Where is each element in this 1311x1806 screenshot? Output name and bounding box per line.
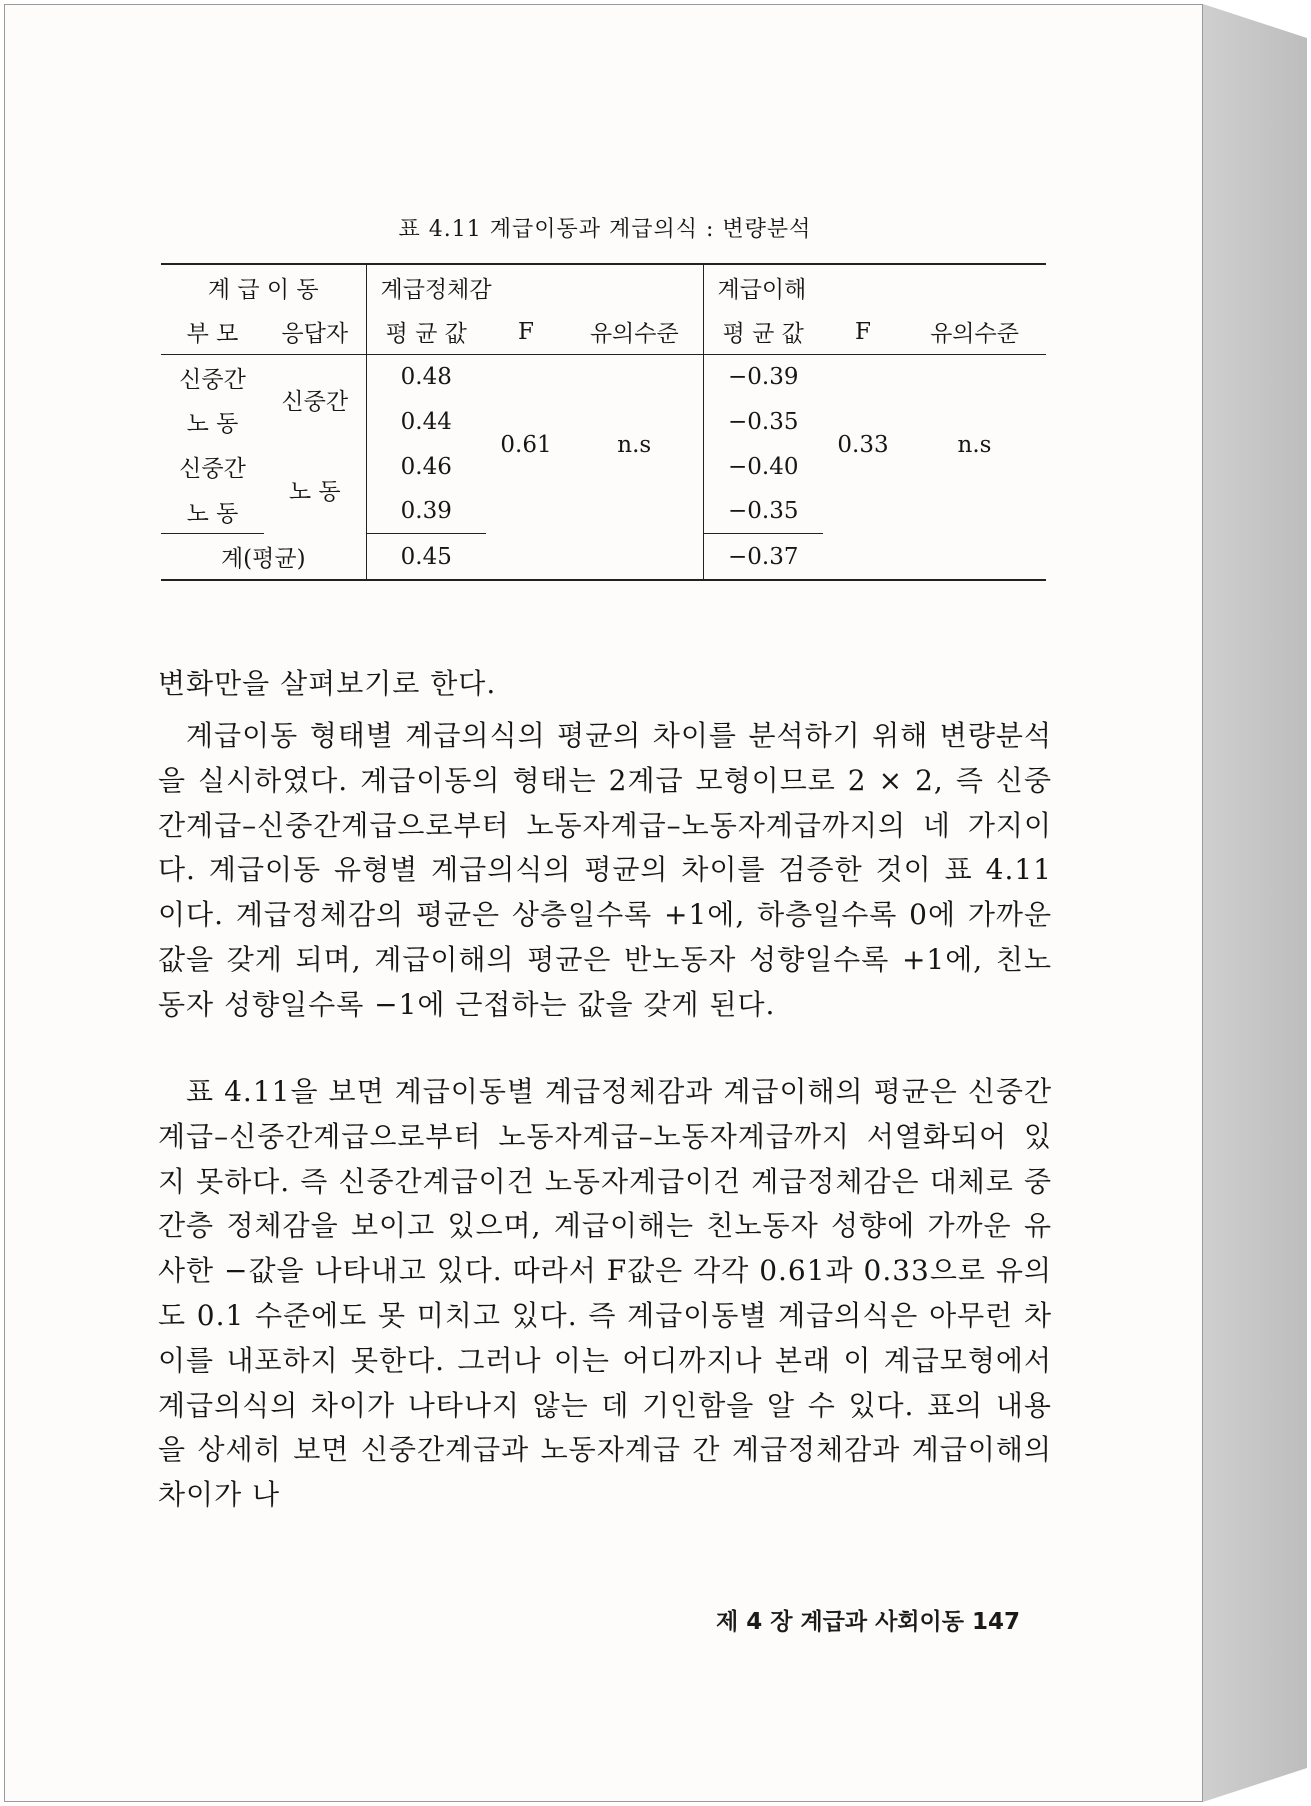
table-caption: 표 4.11 계급이동과 계급의식 : 변량분석 <box>398 217 812 242</box>
identity-mean-cell: 0.48 <box>400 364 452 391</box>
table-total-row <box>161 534 1046 580</box>
understanding-mean-cell: −0.39 <box>728 364 799 391</box>
understanding-sig-header: 유의수준 <box>903 310 1046 355</box>
page-footer: 제 4 장 계급과 사회이동 147 <box>715 1609 1020 1635</box>
understanding-f-header: F <box>823 310 903 355</box>
identity-sig-header: 유의수준 <box>566 310 703 355</box>
understanding-total-mean: −0.37 <box>703 534 823 580</box>
parent-cell: 노 동 <box>186 411 239 438</box>
identity-mean-header: 평 균 값 <box>366 310 486 355</box>
body-paragraph: 계급이동 형태별 계급의식의 평균의 차이를 분석하기 위해 변량분석을 실시하였다. 계급이동의 형태는 2계급 모형이므로 2 × 2, 즉 신중간계급–신중간계급으로부터 노동자계급–노동자계급까지의 네 가지이다. 계급이동 유형별 계급의식의 평균의 차이를 검증한 것이 표 4.11이다. 계급정체감의 평균은 상층일수록 +1에, 하층일수록 0에 가까운 값을 갖게 되며, 계급이해의 평균은 반노동자 성향일수록 +1에, 친노동자 성향일수록 −1에 근접하는 값을 갖게 된다. <box>158 719 1052 1021</box>
body-paragraph: 변화만을 살펴보기로 한다. <box>158 667 497 700</box>
respondent-header: 응답자 <box>264 310 366 355</box>
identity-group-header: 계급정체감 <box>366 264 703 310</box>
parent-cell: 신중간 <box>179 366 246 393</box>
anova-table <box>161 263 1046 581</box>
identity-f-cell: 0.61 <box>500 431 552 458</box>
respondent-cell: 노 동 <box>264 444 366 534</box>
parent-cell: 노 동 <box>161 489 264 534</box>
total-label: 계(평균) <box>161 534 366 580</box>
understanding-mean-cell: −0.35 <box>728 408 799 435</box>
identity-mean-cell: 0.44 <box>400 408 452 435</box>
understanding-mean-cell: −0.40 <box>728 453 799 480</box>
understanding-f-cell: 0.33 <box>837 431 889 458</box>
understanding-mean-cell: −0.35 <box>703 489 823 534</box>
identity-mean-cell: 0.39 <box>366 489 486 534</box>
understanding-sig-cell: n.s <box>957 431 992 458</box>
book-spine-edge <box>1203 4 1307 1802</box>
respondent-cell: 신중간 <box>264 355 366 445</box>
table-header-row-2 <box>161 310 1046 355</box>
table-header-row-1 <box>161 264 1046 310</box>
understanding-mean-header: 평 균 값 <box>703 310 823 355</box>
identity-total-mean: 0.45 <box>366 534 486 580</box>
mobility-header: 계 급 이 동 <box>161 264 366 310</box>
identity-sig-cell: n.s <box>566 355 703 534</box>
parent-cell: 신중간 <box>179 456 246 483</box>
identity-f-header: F <box>486 310 566 355</box>
body-paragraph: 표 4.11을 보면 계급이동별 계급정체감과 계급이해의 평균은 신중간계급–신중간계급으로부터 노동자계급–노동자계급까지 서열화되어 있지 못하다. 즉 신중간계급이건 노동자계급이건 계급정체감은 대체로 중간층 정체감을 보이고 있으며, 계급이해는 친노동자 성향에 가까운 유사한 −값을 나타내고 있다. 따라서 F값은 각각 0.61과 0.33으로 유의도 0.1 수준에도 못 미치고 있다. 즉 계급이동별 계급의식은 아무런 차이를 내포하지 못한다. 그러나 이는 어디까지나 본래 이 계급모형에서 계급의식의 차이가 나타나지 않는 데 기인함을 알 수 있다. 표의 내용을 상세히 보면 신중간계급과 노동자계급 간 계급정체감과 계급이해의 차이가 나 <box>158 1075 1052 1512</box>
parent-header: 부 모 <box>161 310 264 355</box>
identity-mean-cell: 0.46 <box>400 453 452 480</box>
understanding-group-header: 계급이해 <box>703 264 1046 310</box>
table-row <box>161 355 1046 400</box>
